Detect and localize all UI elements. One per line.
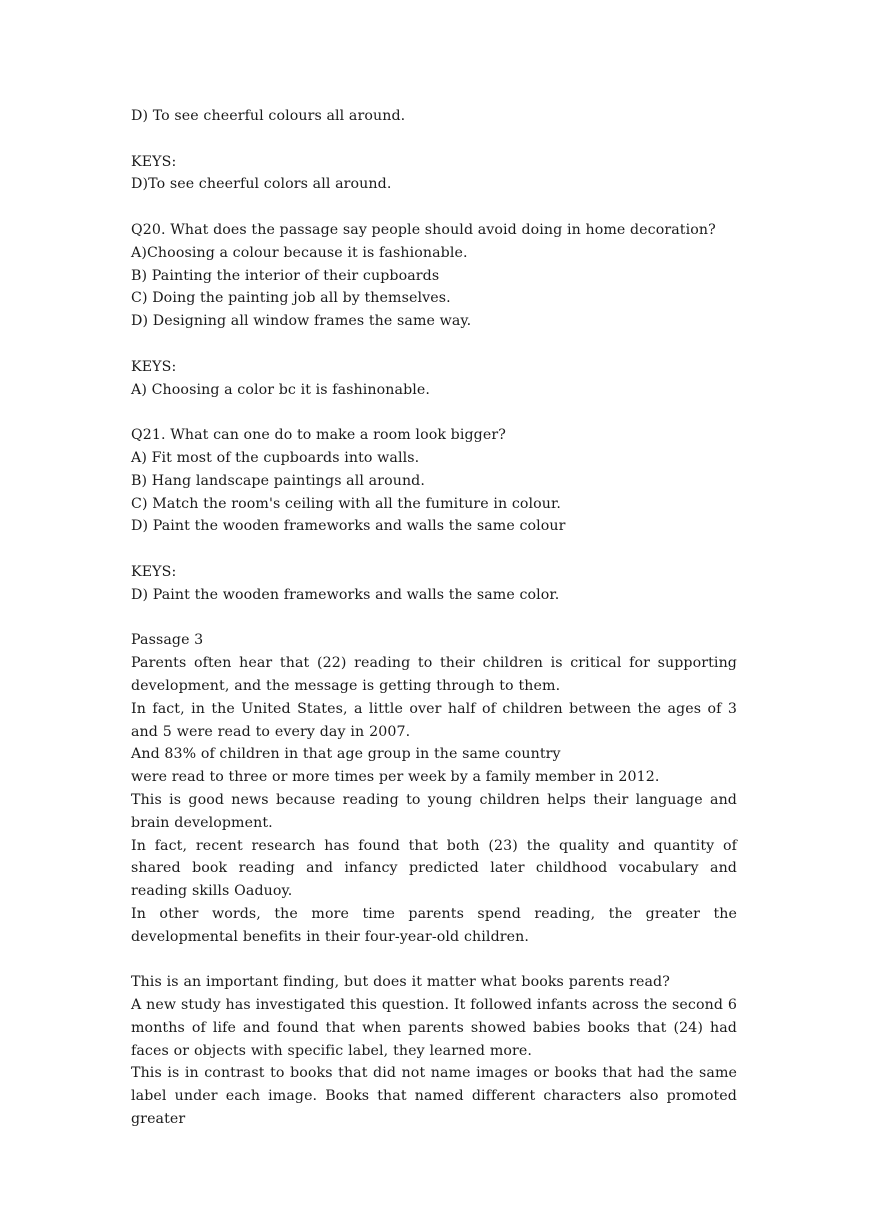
q21-keys-label: KEYS: [131, 563, 177, 580]
passage-paragraph: In other words, the more time parents spend reading, the greater the developmental benefits in their four-year-old children. [131, 905, 737, 945]
q20-option-a: A)Choosing a colour because it is fashionable. [131, 244, 468, 261]
q21-key-answer: D) Paint the wooden frameworks and walls the same color. [131, 586, 560, 603]
q21-option-b: B) Hang landscape paintings all around. [131, 472, 425, 489]
passage-paragraph-line: were read to three or more times per week by a family member in 2012. [131, 769, 660, 786]
spacer [131, 538, 737, 561]
passage-paragraph-line: And 83% of children in that age group in the same country [131, 746, 561, 763]
q21-option-a: A) Fit most of the cupboards into walls. [131, 449, 420, 466]
passage-paragraph: This is in contrast to books that did not name images or books that had the same label under each image. Books that named different characters also promoted greater [131, 1065, 737, 1128]
passage-paragraph: A new study has investigated this question. It followed infants across the second 6 months of life and found that when parents showed babies books that (24) had faces or objects with specific label, they learned more. [131, 997, 737, 1059]
q21-option-d: D) Paint the wooden frameworks and walls the same colour [131, 518, 566, 535]
q20-option-d: D) Designing all window frames the same way. [131, 313, 472, 330]
q20-key-answer: A) Choosing a color bc it is fashinonable. [131, 381, 431, 398]
q20-keys-label: KEYS: [131, 358, 177, 375]
spacer [131, 333, 737, 356]
document-page [131, 105, 737, 1131]
question-q21: Q21. What can one do to make a room look bigger? [131, 427, 506, 444]
spacer [131, 948, 737, 971]
q20-option-c: C) Doing the painting job all by themselves. [131, 290, 451, 307]
spacer [131, 401, 737, 424]
spacer [131, 128, 737, 151]
q20-option-b: B) Painting the interior of their cupboards [131, 267, 440, 284]
q21-option-c: C) Match the room's ceiling with all the fumiture in colour. [131, 495, 561, 512]
question-q20: Q20. What does the passage say people should avoid doing in home decoration? [131, 221, 716, 238]
passage-paragraph: Parents often hear that (22) reading to their children is critical for supporting development, and the message is getting through to them. [131, 655, 737, 694]
spacer [131, 196, 737, 219]
spacer [131, 607, 737, 630]
passage-paragraph: In fact, recent research has found that both (23) the quality and quantity of shared book reading and infancy predicted later childhood vocabulary and reading skills Oaduoy. [131, 837, 737, 900]
passage-title: Passage 3 [131, 632, 204, 649]
passage-paragraph: This is an important finding, but does it matter what books parents read? [131, 974, 670, 991]
passage-paragraph: In fact, in the United States, a little over half of children between the ages of 3 and 5 were read to every day in 2007. [131, 700, 737, 740]
key-answer: D)To see cheerful colors all around. [131, 176, 392, 193]
keys-label: KEYS: [131, 153, 177, 170]
option-d: D) To see cheerful colours all around. [131, 108, 406, 124]
passage-paragraph: This is good news because reading to young children helps their language and brain development. [131, 791, 737, 831]
